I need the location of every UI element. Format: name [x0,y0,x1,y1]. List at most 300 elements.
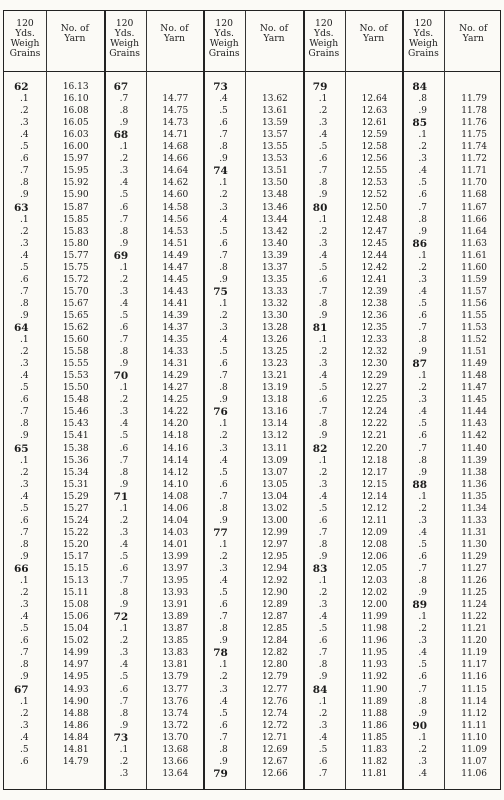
yarn-number: 13.76 [162,696,189,707]
weigh-grains-tenth: .8 [418,214,427,225]
yarn-number: 13.44 [262,214,288,225]
yarn-number: 11.53 [461,323,487,333]
yarn-number: 13.51 [262,166,288,177]
yarn-number: 12.56 [361,154,388,165]
weigh-grains-tenth: .4 [20,371,29,382]
weigh-grains-tenth: .5 [119,310,129,321]
yarn-number: 15.62 [62,323,89,333]
weigh-grains-tenth: .3 [318,118,328,129]
weigh-grains-tenth: .6 [119,684,129,695]
weigh-grains-tenth: .6 [418,190,427,201]
weigh-grains-tenth: .1 [119,142,129,153]
weigh-grains-tenth: .2 [119,274,129,285]
yarn-number: 11.66 [461,214,487,225]
weigh-grains-tenth: .4 [318,371,328,382]
weigh-grains-tenth: .7 [119,576,129,587]
no-of-yarn-header-line: No. of [60,23,89,34]
yarn-number: 12.05 [361,564,388,574]
weigh-grains-tenth: .5 [318,624,328,635]
yarn-number: 11.15 [461,684,487,695]
yarn-number: 14.93 [62,684,89,695]
weigh-grains-whole: 77 [213,526,228,539]
weigh-grains-header-line: Grains [208,48,240,59]
weigh-grains-tenth: .6 [219,118,228,129]
weigh-grains-tenth: .9 [418,467,427,478]
weigh-grains-tenth: .7 [219,130,228,141]
yarn-number: 13.05 [262,479,288,490]
weigh-grains-tenth: .2 [119,395,129,406]
weigh-grains-tenth: .1 [318,335,328,346]
weigh-grains-tenth: .2 [418,262,427,273]
weigh-grains-tenth: .9 [20,551,29,562]
weigh-grains-tenth: .3 [318,359,328,370]
yarn-number: 14.08 [162,491,189,502]
table-row [203,767,303,781]
yarn-number: 11.16 [461,672,487,683]
weigh-grains-tenth: .2 [119,636,129,647]
yarn-number: 11.43 [461,419,487,430]
weigh-grains-tenth: .1 [219,660,228,671]
yarn-number: 11.17 [461,660,487,671]
weigh-grains-tenth: .4 [119,660,129,671]
yarn-number: 14.75 [162,106,189,117]
yarn-number: 16.03 [62,130,89,141]
yarn-number: 12.61 [361,118,388,129]
yarn-number: 14.37 [162,323,189,333]
yarn-number: 14.14 [162,455,189,466]
yarn-number: 11.11 [461,720,487,731]
weigh-grains-tenth: .6 [119,443,129,454]
weigh-grains-tenth: .9 [20,190,29,201]
yarn-number: 14.73 [162,118,189,129]
yarn-number: 11.25 [461,588,487,599]
weigh-grains-whole: 80 [312,201,328,214]
weigh-grains-tenth: .8 [418,576,427,587]
yarn-number: 12.64 [361,94,388,105]
weigh-grains-tenth: .6 [20,756,29,767]
yarn-number: 12.25 [361,395,388,406]
weigh-grains-tenth: .8 [119,106,129,117]
no-of-yarn-header [245,11,303,44]
weigh-grains-tenth: .3 [219,202,228,213]
yarn-number: 11.75 [461,130,487,141]
yarn-number: 12.15 [361,479,388,490]
yarn-number: 12.77 [262,684,288,695]
yarn-number: 15.29 [62,491,89,502]
weigh-grains-tenth: .4 [318,250,328,261]
weigh-grains-tenth: .2 [219,551,228,562]
weigh-grains-whole: 89 [412,599,428,612]
weigh-grains-tenth: .7 [219,732,228,743]
yarn-number: 13.39 [262,250,288,261]
weigh-grains-tenth: .6 [418,551,427,562]
weigh-grains-tenth: .5 [318,142,328,153]
yarn-number: 12.39 [361,286,388,297]
weigh-grains-tenth: .2 [418,744,427,755]
yarn-number: 11.61 [461,250,487,261]
weigh-grains-tenth: .3 [219,564,228,574]
yarn-number: 11.86 [361,720,388,731]
weigh-grains-tenth: .5 [418,660,427,671]
yarn-number: 11.90 [361,684,388,695]
yarn-number: 11.99 [361,612,388,623]
weigh-grains-tenth: .6 [219,600,228,611]
yarn-number: 15.04 [62,624,89,635]
yarn-number: 13.07 [262,467,288,478]
weigh-grains-tenth: .2 [318,226,328,237]
weigh-grains-tenth: .2 [318,588,328,599]
weigh-grains-tenth: .7 [20,407,29,418]
yarn-number: 13.48 [262,190,288,201]
yarn-number: 13.99 [162,551,189,562]
weigh-grains-tenth: .8 [318,660,328,671]
no-of-yarn-header-line: Yarn [363,33,385,44]
yarn-number: 16.13 [62,82,89,92]
weigh-grains-tenth: .6 [119,323,129,333]
weigh-grains-tenth: .9 [318,431,328,442]
weigh-grains-tenth: .8 [219,744,228,755]
weigh-grains-header [303,11,345,59]
yarn-number: 15.38 [62,443,89,454]
yarn-number: 11.76 [461,118,487,129]
weigh-grains-whole: 88 [412,478,428,491]
yarn-number: 14.81 [62,744,89,755]
yarn-number: 12.06 [361,551,388,562]
yarn-number: 15.34 [62,467,89,478]
weigh-grains-tenth: .1 [418,732,427,743]
weigh-grains-tenth: .3 [219,684,228,695]
weigh-grains-whole: 79 [213,767,228,780]
yarn-number: 15.46 [62,407,89,418]
weigh-grains-whole: 83 [312,563,328,575]
weigh-grains-tenth: .5 [20,383,29,394]
weigh-grains-tenth: .9 [318,190,328,201]
weigh-grains-tenth: .6 [20,154,29,165]
weigh-grains-tenth: .8 [219,503,228,514]
weigh-grains-tenth: .2 [219,190,228,201]
weigh-grains-tenth: .1 [119,624,129,635]
yarn-number: 12.11 [361,515,388,526]
weigh-grains-tenth: .6 [418,310,427,321]
weigh-grains-tenth: .9 [20,431,29,442]
weigh-grains-tenth: .7 [318,648,328,659]
weigh-grains-header-line: 120 [215,18,233,29]
weigh-grains-tenth: .9 [219,636,228,647]
weigh-grains-tenth: .5 [20,262,29,273]
weigh-grains-tenth: .7 [119,696,129,707]
weigh-grains-whole: 72 [113,611,129,624]
weigh-grains-tenth: .1 [418,371,427,382]
weigh-grains-tenth: .3 [119,166,129,177]
weigh-grains-tenth: .4 [219,214,228,225]
weigh-grains-tenth: .7 [219,491,228,502]
weigh-grains-tenth: .3 [20,720,29,731]
weigh-grains-header-line: Grains [308,48,340,59]
yarn-number: 14.27 [162,383,189,394]
yarn-number: 13.95 [162,576,189,587]
yarn-number: 11.22 [461,612,487,623]
weigh-grains-tenth: .5 [219,226,228,237]
weigh-grains-whole: 90 [412,719,428,732]
yarn-number: 11.07 [461,756,487,767]
yarn-number: 14.60 [162,190,189,201]
yarn-number: 14.16 [162,443,189,454]
yarn-number: 13.74 [162,708,189,719]
weigh-grains-tenth: .1 [20,335,29,346]
weigh-grains-tenth: .4 [119,419,129,430]
weigh-grains-tenth: .7 [318,166,328,177]
weigh-grains-whole: 62 [14,81,29,93]
yarn-number: 15.95 [62,166,89,177]
yarn-number: 14.20 [162,419,189,430]
weigh-grains-whole: 69 [113,249,129,262]
yarn-number: 11.79 [461,94,487,105]
weigh-grains-tenth: .3 [20,359,29,370]
yarn-number: 11.98 [361,624,388,635]
weigh-grains-tenth: .4 [119,178,129,189]
weigh-grains-tenth: .4 [418,768,427,779]
weigh-grains-header-line: Yds. [15,28,35,39]
yarn-number: 13.97 [162,564,189,574]
weigh-grains-tenth: .7 [119,455,129,466]
weigh-grains-tenth: .6 [119,564,129,574]
weigh-grains-tenth: .6 [418,672,427,683]
weigh-grains-header-line: 120 [414,18,433,29]
yarn-number: 15.92 [62,178,89,189]
yarn-number: 11.89 [361,696,388,707]
weigh-grains-tenth: .7 [20,648,29,659]
weigh-grains-tenth: .7 [418,202,427,213]
yarn-number: 14.39 [162,310,189,321]
table-section-4 [303,11,403,789]
weigh-grains-tenth: .9 [219,756,228,767]
weigh-grains-header-line: Weigh [110,38,140,49]
yarn-number: 14.31 [162,359,189,370]
yarn-number: 12.38 [361,298,388,309]
yarn-number: 13.53 [262,154,288,165]
weigh-grains-tenth: .1 [20,94,29,105]
weigh-grains-tenth: .4 [418,286,427,297]
weigh-grains-tenth: .7 [418,323,427,333]
weigh-grains-tenth: .8 [318,419,328,430]
yarn-number: 13.30 [262,310,288,321]
yarn-number: 12.87 [262,612,288,623]
yarn-number: 13.12 [262,431,288,442]
yarn-number: 12.20 [361,443,388,454]
yarn-number: 11.95 [361,648,388,659]
yarn-number: 11.34 [461,503,487,514]
weigh-grains-header-line: Yds. [114,28,135,39]
weigh-grains-tenth: .2 [418,624,427,635]
weigh-grains-tenth: .4 [318,612,328,623]
yarn-number: 15.17 [62,551,89,562]
weigh-grains-tenth: .5 [119,672,129,683]
weigh-grains-tenth: .1 [418,491,427,502]
yarn-number: 11.67 [461,202,487,213]
yarn-number: 12.55 [361,166,388,177]
yarn-number: 12.32 [361,347,388,358]
weigh-grains-tenth: .3 [119,648,129,659]
yarn-number: 13.91 [162,600,189,611]
yarn-number: 12.76 [262,696,288,707]
weigh-grains-tenth: .8 [119,347,129,358]
weigh-grains-tenth: .2 [219,431,228,442]
weigh-grains-tenth: .7 [318,768,328,779]
yarn-number: 11.81 [361,768,388,779]
weigh-grains-tenth: .9 [418,106,427,117]
yarn-number: 12.22 [361,419,388,430]
weigh-grains-whole: 67 [14,683,29,696]
yarn-number: 13.35 [262,274,288,285]
weigh-grains-tenth: .3 [20,600,29,611]
weigh-grains-whole: 86 [412,237,428,250]
yarn-number: 13.14 [262,419,288,430]
no-of-yarn-header-line: No. of [359,23,388,34]
yarn-number: 14.66 [162,154,189,165]
weigh-grains-tenth: .9 [20,672,29,683]
weigh-grains-whole: 85 [412,117,428,130]
yarn-number: 12.90 [262,588,288,599]
yarn-number: 15.50 [62,383,89,394]
yarn-number: 12.74 [262,708,288,719]
yarn-number: 14.88 [62,708,89,719]
weigh-grains-tenth: .6 [20,395,29,406]
yarn-number: 12.85 [262,624,288,635]
weigh-grains-tenth: .3 [219,323,228,333]
weigh-grains-tenth: .3 [20,118,29,129]
yarn-number: 12.18 [361,455,388,466]
yarn-number: 13.21 [262,371,288,382]
weigh-grains-tenth: .3 [418,756,427,767]
yarn-number: 16.10 [62,94,89,105]
yarn-number: 15.22 [62,527,89,538]
yarn-number: 13.77 [162,684,189,695]
yarn-number: 13.59 [262,118,288,129]
weigh-grains-header-line: Weigh [309,38,339,49]
yarn-number: 14.04 [162,515,189,526]
weigh-grains-tenth: .5 [219,106,228,117]
yarn-number: 14.58 [162,202,189,213]
yarn-number: 13.00 [262,515,288,526]
yarn-number: 14.49 [162,250,189,261]
yarn-number: 12.29 [361,371,388,382]
yarn-number: 13.64 [162,768,189,779]
yarn-number: 15.02 [62,636,89,647]
weigh-grains-tenth: .1 [119,262,129,273]
weigh-grains-tenth: .4 [318,491,328,502]
yarn-number: 11.52 [461,335,487,346]
weigh-grains-tenth: .5 [119,551,129,562]
yarn-number: 13.28 [262,323,288,333]
weigh-grains-header-line: Weigh [10,38,40,49]
weigh-grains-tenth: .3 [20,238,29,249]
weigh-grains-header-line: 120 [16,18,34,29]
yarn-number: 11.70 [461,178,487,189]
yarn-number: 14.99 [62,648,89,659]
yarn-number: 15.58 [62,347,89,358]
yarn-number: 14.86 [62,720,89,731]
yarn-number: 12.45 [361,238,388,249]
yarn-number: 15.13 [62,576,89,587]
yarn-number: 14.29 [162,371,189,382]
weigh-grains-tenth: .6 [318,395,328,406]
yarn-number: 15.06 [62,612,89,623]
yarn-number: 11.96 [361,636,388,647]
yarn-number: 13.81 [162,660,189,671]
yarn-number: 16.00 [62,142,89,153]
weigh-grains-tenth: .3 [418,395,427,406]
weigh-grains-tenth: .6 [20,274,29,285]
yarn-number: 13.33 [262,286,288,297]
yarn-number: 12.44 [361,250,388,261]
yarn-number: 11.21 [461,624,487,635]
weigh-grains-whole: 74 [213,165,228,178]
yarn-number: 14.71 [162,130,189,141]
weigh-grains-tenth: .5 [20,744,29,755]
weigh-grains-tenth: .5 [119,190,129,201]
weigh-grains-tenth: .5 [418,539,427,550]
yarn-number: 14.97 [62,660,89,671]
yarn-number: 11.31 [461,527,487,538]
yarn-number: 11.36 [461,479,487,490]
yarn-number: 15.97 [62,154,89,165]
yarn-number: 15.77 [62,250,89,261]
yarn-number: 12.69 [262,744,288,755]
weigh-grains-tenth: .9 [219,515,228,526]
weigh-grains-tenth: .1 [20,455,29,466]
yarn-number: 13.40 [262,238,288,249]
yarn-number: 11.92 [361,672,388,683]
weigh-grains-tenth: .1 [318,455,328,466]
weigh-grains-whole: 65 [14,442,29,455]
weigh-grains-tenth: .4 [20,491,29,502]
weigh-grains-tenth: .6 [20,515,29,526]
weigh-grains-tenth: .5 [219,467,228,478]
weigh-grains-tenth: .4 [219,576,228,587]
yarn-number: 12.63 [361,106,388,117]
yarn-number: 15.70 [62,286,89,297]
weigh-grains-tenth: .8 [20,539,29,550]
yarn-number: 14.43 [162,286,189,297]
weigh-grains-tenth: .6 [418,431,427,442]
weigh-grains-tenth: .9 [418,708,427,719]
weigh-grains-tenth: .6 [219,720,228,731]
yarn-number: 14.45 [162,274,189,285]
yarn-number: 12.66 [262,768,288,779]
yarn-number: 13.02 [262,503,288,514]
weigh-grains-tenth: .7 [219,250,228,261]
yarn-number: 11.93 [361,660,388,671]
weigh-grains-tenth: .5 [20,624,29,635]
weigh-grains-tenth: .4 [20,130,29,141]
weigh-grains-tenth: .3 [418,515,427,526]
weigh-grains-header-line: Yds. [413,28,434,39]
weigh-grains-tenth: .2 [418,503,427,514]
yarn-number: 12.72 [262,720,288,731]
weigh-grains-whole: 81 [312,322,328,334]
yarn-number: 11.83 [361,744,388,755]
weigh-grains-tenth: .2 [219,672,228,683]
weigh-grains-tenth: .6 [219,359,228,370]
weigh-grains-tenth: .8 [318,539,328,550]
yarn-number: 11.09 [461,744,487,755]
weigh-grains-tenth: .9 [418,347,427,358]
weigh-grains-tenth: .7 [119,335,129,346]
weigh-grains-tenth: .4 [219,94,228,105]
weigh-grains-tenth: .1 [119,744,129,755]
weigh-grains-tenth: .2 [20,588,29,599]
yarn-number: 11.78 [461,106,487,117]
